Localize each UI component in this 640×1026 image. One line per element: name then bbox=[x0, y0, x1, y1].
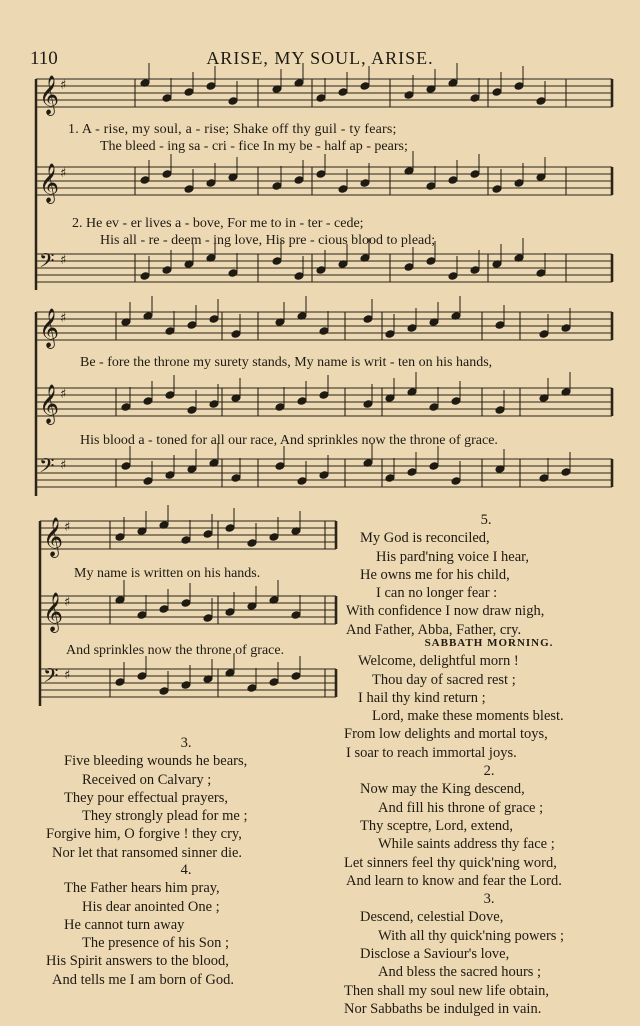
verse-line: Disclose a Saviour's love, bbox=[360, 946, 510, 963]
verse-line: I can no longer fear : bbox=[376, 585, 498, 602]
verse-line: And tells me I am born of God. bbox=[52, 971, 235, 988]
verse-line: They pour effectual prayers, bbox=[64, 789, 228, 806]
verse-line: Received on Calvary ; bbox=[82, 771, 212, 788]
svg-text:♯: ♯ bbox=[60, 78, 67, 93]
svg-text:𝄢: 𝄢 bbox=[39, 454, 55, 482]
verse-number: 2. bbox=[483, 763, 495, 780]
verse-5 bbox=[346, 511, 626, 639]
verse-line: With confidence I now draw nigh, bbox=[346, 603, 545, 620]
verse-line: His dear anointed One ; bbox=[82, 898, 220, 915]
lyric-system2-lower: His blood a - toned for all our race, And sprinkles now the throne of grace. bbox=[80, 433, 498, 448]
section-title: SABBATH MORNING. bbox=[424, 637, 554, 649]
svg-text:𝄢: 𝄢 bbox=[39, 249, 55, 277]
verse-line: And learn to know and fear the Lord. bbox=[346, 872, 562, 889]
verse-line: He owns me for his child, bbox=[360, 566, 510, 583]
verse-number: 3. bbox=[483, 891, 495, 908]
verse-line: And bless the sacred hours ; bbox=[378, 964, 542, 981]
svg-text:♯: ♯ bbox=[60, 387, 67, 402]
verse-line: Thou day of sacred rest ; bbox=[372, 671, 516, 688]
verse-line: And Father, Abba, Father, cry. bbox=[346, 621, 522, 638]
verse-line: Let sinners feel thy quick'ning word, bbox=[344, 854, 557, 871]
page-number: 110 bbox=[30, 48, 58, 69]
svg-text:♯: ♯ bbox=[64, 520, 71, 535]
verse-line: Forgive him, O forgive ! they cry, bbox=[46, 826, 242, 843]
verse-line: Welcome, delightful morn ! bbox=[358, 653, 519, 670]
svg-text:𝄞: 𝄞 bbox=[39, 75, 60, 115]
verse-line: While saints address thy face ; bbox=[378, 836, 555, 853]
verse-line: From low delights and mortal toys, bbox=[344, 726, 548, 743]
verse-number: 4. bbox=[180, 862, 192, 878]
svg-text:𝄞: 𝄞 bbox=[43, 592, 64, 632]
verse-line: Five bleeding wounds he bears, bbox=[64, 753, 248, 770]
verse-line: His pard'ning voice I hear, bbox=[376, 548, 530, 565]
lyric-verse1-line1: 1. A - rise, my soul, a - rise; Shake off thy guil - ty fears; bbox=[68, 122, 397, 137]
verse-line: The presence of his Son ; bbox=[82, 935, 229, 952]
verse-line: Then shall my soul new life obtain, bbox=[344, 982, 549, 999]
verse-number: 5. bbox=[480, 512, 492, 528]
verse-line: Thy sceptre, Lord, extend, bbox=[360, 817, 514, 834]
svg-text:♯: ♯ bbox=[60, 311, 67, 326]
verse-line: Nor Sabbaths be indulged in vain. bbox=[344, 1000, 542, 1017]
lyric-verse2-line2: His all - re - deem - ing love, His pre - cious blood to plead; bbox=[100, 233, 436, 248]
verse-line: And fill his throne of grace ; bbox=[378, 799, 544, 816]
verse-line: He cannot turn away bbox=[64, 916, 185, 933]
verse-line: Nor let that ransomed sinner die. bbox=[52, 844, 243, 861]
svg-text:♯: ♯ bbox=[60, 253, 67, 268]
svg-text:𝄢: 𝄢 bbox=[43, 664, 59, 692]
lyric-system3-lower: And sprinkles now the throne of grace. bbox=[66, 643, 285, 658]
clefs bbox=[39, 75, 70, 692]
verse-3 bbox=[46, 734, 326, 862]
lyric-verse2-line1: 2. He ev - er lives a - bove, For me to in - ter - cede; bbox=[72, 216, 364, 231]
verse-line: My God is reconciled, bbox=[360, 530, 490, 547]
sabbath-morning-hymn bbox=[344, 634, 634, 1018]
lyric-verse1-line2: The bleed - ing sa - cri - fice In my be - half ap - pears; bbox=[100, 139, 408, 154]
verse-4 bbox=[46, 861, 326, 989]
page-title: ARISE, MY SOUL, ARISE. bbox=[206, 48, 434, 68]
lyric-system3-upper: My name is written on his hands. bbox=[74, 566, 261, 581]
svg-text:♯: ♯ bbox=[60, 458, 67, 473]
svg-text:♯: ♯ bbox=[64, 595, 71, 610]
svg-text:𝄞: 𝄞 bbox=[43, 517, 64, 557]
svg-text:𝄞: 𝄞 bbox=[39, 308, 60, 348]
verse-line: I soar to reach immortal joys. bbox=[346, 744, 517, 761]
svg-text:♯: ♯ bbox=[64, 668, 71, 683]
verse-line: Descend, celestial Dove, bbox=[360, 909, 504, 926]
verse-line: His Spirit answers to the blood, bbox=[46, 953, 229, 970]
svg-text:𝄞: 𝄞 bbox=[39, 163, 60, 203]
verse-line: With all thy quick'ning powers ; bbox=[378, 927, 565, 944]
verse-line: The Father hears him pray, bbox=[64, 880, 220, 897]
verse-number: 3. bbox=[180, 735, 192, 751]
verse-line: I hail thy kind return ; bbox=[358, 689, 486, 706]
svg-text:𝄞: 𝄞 bbox=[39, 384, 60, 424]
verse-line: Now may the King descend, bbox=[360, 781, 525, 798]
verse-line: They strongly plead for me ; bbox=[82, 808, 248, 825]
verse-line: Lord, make these moments blest. bbox=[372, 708, 564, 725]
svg-text:♯: ♯ bbox=[60, 166, 67, 181]
lyric-system2-upper: Be - fore the throne my surety stands, My name is writ - ten on his hands, bbox=[80, 355, 493, 370]
